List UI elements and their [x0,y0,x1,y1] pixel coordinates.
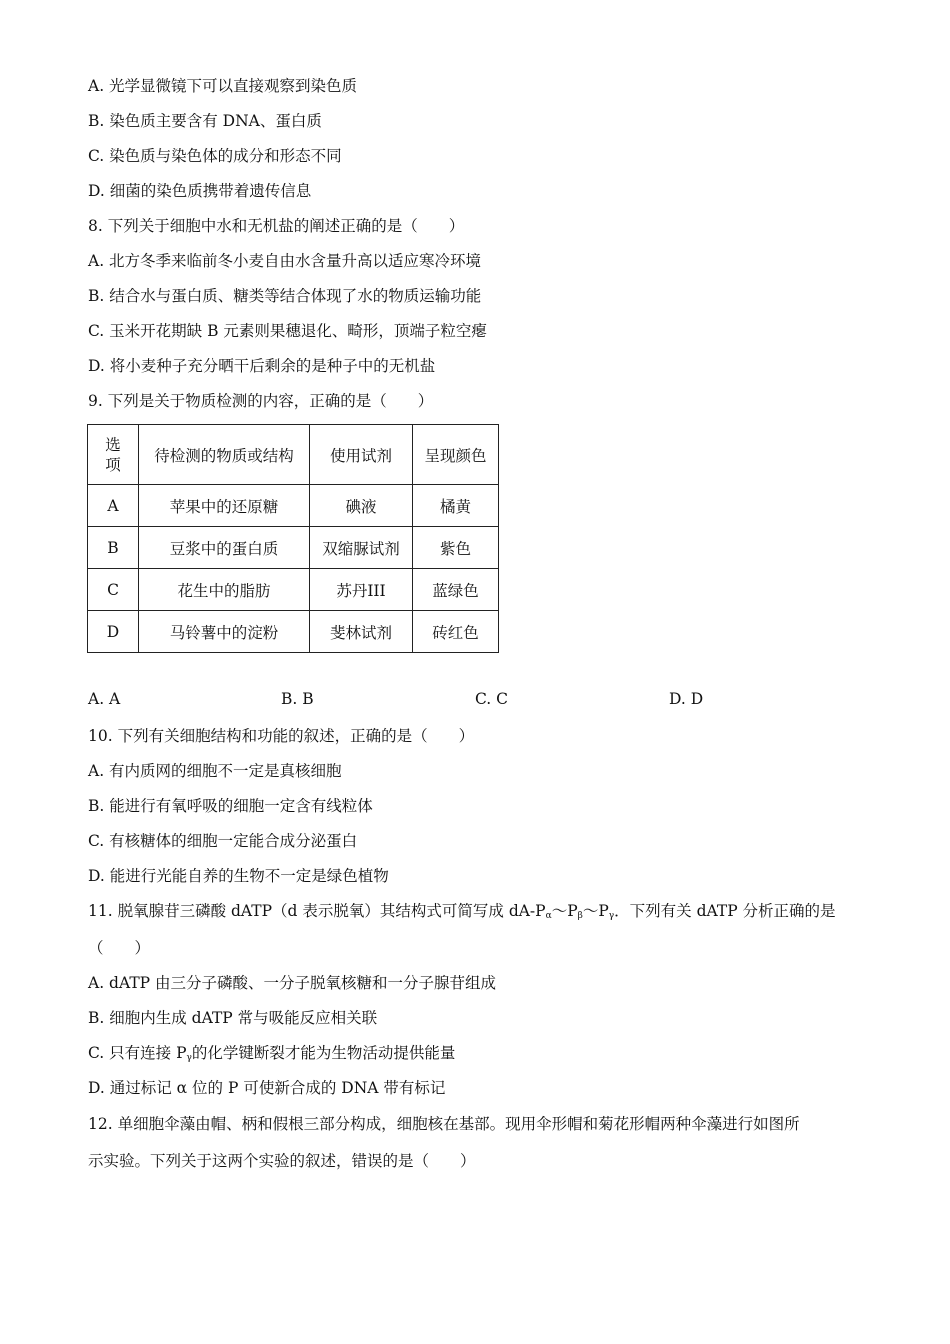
q11-stem-part1: 11. 脱氧腺苷三磷酸 dATP（d 表示脱氧）其结构式可简写成 dA-P [88,902,546,920]
q9-choice-d: D. D [669,690,704,708]
q11-stem-line2: （ ） [88,939,151,957]
q9-choice-c: C. C [475,690,509,708]
q11-sub-alpha: α [545,911,552,921]
table-header-row [88,425,499,485]
q7-option-c: C. 染色质与染色体的成分和形态不同 [88,147,342,165]
q11-stem [88,900,836,927]
table-cell: A [88,485,139,527]
q11-sep2: ～P [582,902,609,920]
q8-option-c: C. 玉米开花期缺 B 元素则果穗退化、畸形，顶端子粒空瘪 [88,322,487,340]
table-cell: C [88,569,139,611]
q10-option-c: C. 有核糖体的细胞一定能合成分泌蛋白 [88,832,358,850]
q11-option-c-sub: γ [186,1053,192,1063]
q7-option-a: A. 光学显微镜下可以直接观察到染色质 [88,77,358,95]
table-cell: 苏丹III [310,569,413,611]
q11-option-b: B. 细胞内生成 dATP 常与吸能反应相关联 [88,1009,378,1027]
table-cell: 斐林试剂 [310,611,413,653]
q11-sub-gamma: γ [608,911,615,921]
table-header-cell: 使用试剂 [310,425,413,485]
q8-stem: 8. 下列关于细胞中水和无机盐的阐述正确的是（ ） [88,217,465,235]
q8-option-b: B. 结合水与蛋白质、糖类等结合体现了水的物质运输功能 [88,287,482,305]
table-cell: D [88,611,139,653]
q7-option-b: B. 染色质主要含有 DNA、蛋白质 [88,112,322,130]
header-select-line2: 项 [105,455,121,474]
table-cell: 花生中的脂肪 [139,569,310,611]
table-row [88,611,499,653]
q11-sub-beta: β [577,911,583,921]
table-row [88,485,499,527]
table-cell: 紫色 [413,527,499,569]
q9-choice-a: A. A [88,690,121,708]
table-cell: 橘黄 [413,485,499,527]
q11-sep1: ～P [551,902,578,920]
q11-option-c [88,1042,455,1069]
q12-stem-line2: 示实验。下列关于这两个实验的叙述，错误的是（ ） [88,1152,476,1170]
q11-option-a: A. dATP 由三分子磷酸、一分子脱氧核糖和一分子腺苷组成 [88,974,497,992]
q10-option-d: D. 能进行光能自养的生物不一定是绿色植物 [88,867,389,885]
q12-stem-line1: 12. 单细胞伞藻由帽、柄和假根三部分构成，细胞核在基部。现用伞形帽和菊花形帽两种伞藻进行如图所 [88,1115,800,1133]
q8-option-d: D. 将小麦种子充分晒干后剩余的是种子中的无机盐 [88,357,436,375]
table-cell: 双缩脲试剂 [310,527,413,569]
q9-stem: 9. 下列是关于物质检测的内容，正确的是（ ） [88,392,434,410]
table-cell: 苹果中的还原糖 [139,485,310,527]
table-cell: 碘液 [310,485,413,527]
table-cell: 豆浆中的蛋白质 [139,527,310,569]
q11-option-c-part1: C. 只有连接 P [88,1044,187,1062]
q10-option-b: B. 能进行有氧呼吸的细胞一定含有线粒体 [88,797,373,815]
q7-option-d: D. 细菌的染色质携带着遗传信息 [88,182,312,200]
q11-option-d: D. 通过标记 α 位的 P 可使新合成的 DNA 带有标记 [88,1079,446,1097]
table-header-cell [88,425,139,485]
q9-table [87,424,499,653]
table-cell: B [88,527,139,569]
q10-stem: 10. 下列有关细胞结构和功能的叙述，正确的是（ ） [88,727,475,745]
table-cell: 马铃薯中的淀粉 [139,611,310,653]
q11-option-c-part2: 的化学键断裂才能为生物活动提供能量 [191,1044,456,1062]
q11-stem-part2: ．下列有关 dATP 分析正确的是 [614,902,836,920]
table-cell: 砖红色 [413,611,499,653]
table-header-cell: 呈现颜色 [413,425,499,485]
q9-choice-b: B. B [281,690,314,708]
q9-choices [88,690,848,712]
table-row [88,569,499,611]
q8-option-a: A. 北方冬季来临前冬小麦自由水含量升高以适应寒冷环境 [88,252,482,270]
table-cell: 蓝绿色 [413,569,499,611]
table-row [88,527,499,569]
header-select-line1: 选 [105,435,121,454]
q10-option-a: A. 有内质网的细胞不一定是真核细胞 [88,762,342,780]
table-header-cell: 待检测的物质或结构 [139,425,310,485]
